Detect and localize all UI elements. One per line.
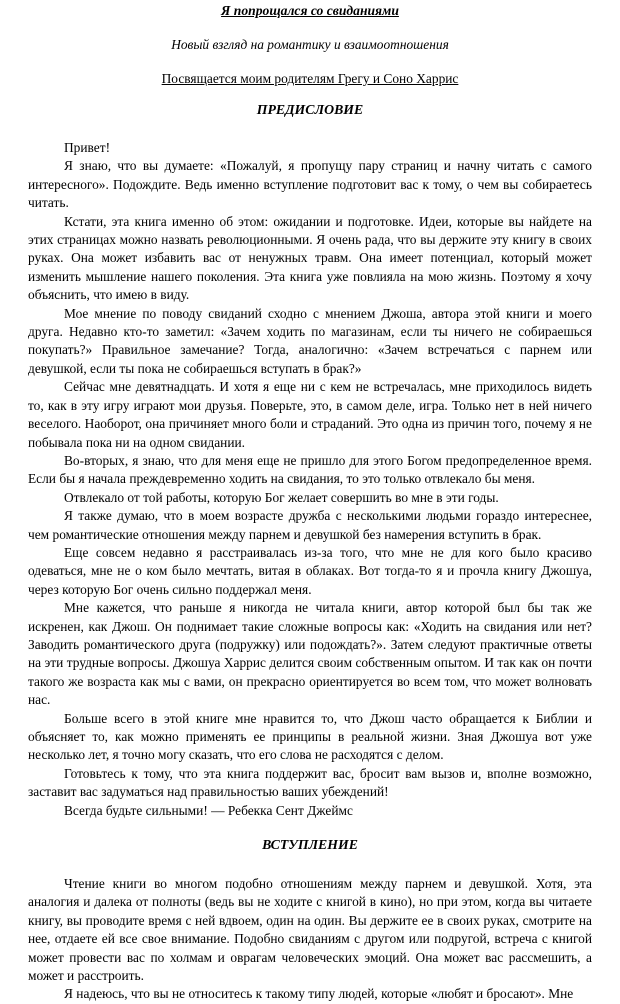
paragraph: Мне кажется, что раньше я никогда не читала книги, автор которой был бы так же искренен, как Джош. Он поднимает такие сложные вопросы как: «Ходить на свидания или нет? Заводить романтического друга (подружку) или подождать?». Затем следуют практичные ответы на эти трудные вопросы. Джошуа Харрис делится своим собственным опытом. И так как он почти такого же возраста как мы с вами, он прекрасно ориентируется во всем том, что может волновать нас. [28, 600, 592, 708]
introduction-body [28, 875, 592, 1004]
introduction-heading: ВСТУПЛЕНИЕ [262, 837, 358, 853]
paragraph: Мое мнение по поводу свиданий сходно с мнением Джоша, автора этой книги и моего друга. Недавно кто-то заметил: «Зачем ходить по магазинам, если ты ничего не собираешься покупать?» Правильное замечание? Тогда, аналогично: «Зачем встречаться с парнем или девушкой, если ты пока не собираешься вступать в брак?» [28, 305, 592, 376]
book-subtitle: Новый взгляд на романтику и взаимоотношения [171, 37, 449, 52]
paragraph: Чтение книги во многом подобно отношениям между парнем и девушкой. Хотя, эта аналогия и далека от полноты (ведь вы не ходите с книгой в кино), но при этом, когда вы читаете книгу, вы проводите время с ней вдвоем, один на один. Вы держите ее в своих руках, смотрите на нее, отдаете ей все свое внимание. Подобно свиданиям с другом или подругой, встреча с книгой может провести вас по холмам и оврагам человеческих эмоций. Она может вас рассмешить, а может и расстроить. [28, 876, 592, 984]
paragraph: Я также думаю, что в моем возрасте дружба с несколькими людьми гораздо интереснее, чем романтические отношения между парнем и девушкой без намерения вступить в брак. [28, 508, 592, 542]
paragraph: Сейчас мне девятнадцать. И хотя я еще ни с кем не встречалась, мне приходилось видеть то, как в эту игру играют мои друзья. Поверьте, это, в самом деле, игра. Только нет в ней ничего веселого. Наоборот, она причиняет много боли и страданий. Это одна из причин того, почему я не побывала пока ни на одном свидании. [28, 379, 592, 450]
paragraph: Больше всего в этой книге мне нравится то, что Джош часто обращается к Библии и объясняет то, как можно применять ее принципы в реальной жизни. Зная Джошуа вот уже несколько лет, я точно могу сказать, что его слова не расходятся с делом. [28, 710, 592, 763]
paragraph: Еще совсем недавно я расстраивалась из-за того, что мне не для кого было красиво одеваться, мне не о ком было мечтать, витая в облаках. Вот тогда-то я и прочла книгу Джошуа, через которую Бог очень сильно поддержал меня. [28, 544, 592, 597]
dedication: Посвящается моим родителям Грегу и Соно Харрис [161, 71, 459, 86]
paragraph: Отвлекало от той работы, которую Бог желает совершить во мне в эти годы. [64, 489, 499, 505]
book-title: Я попрощался со свиданиями [221, 3, 399, 18]
paragraph: Кстати, эта книга именно об этом: ожидании и подготовке. Идеи, которые вы найдете на этих страницах можно назвать революционными. Я очень рада, что вы держите эту книгу в своих руках. Она может избавить вас от ненужных травм. Она имеет потенциал, который может изменить мышление нашего поколения. Эта книга уже повлияла на мою жизнь. Поэтому я хочу объяснить, что имею в виду. [28, 213, 592, 303]
paragraph: Я надеюсь, что вы не относитесь к такому типу людей, которые «любят и бросают». Мне [64, 986, 574, 1002]
paragraph: Привет! [64, 140, 111, 155]
document-page [28, 0, 592, 1004]
signature-line: Всегда будьте сильными! — Ребекка Сент Джеймс [64, 802, 353, 818]
paragraph: Готовьтесь к тому, что эта книга поддержит вас, бросит вам вызов и, вполне возможно, заставит вас задуматься над правильностью ваших убеждений! [28, 765, 592, 800]
preface-body [28, 139, 592, 820]
paragraph: Я знаю, что вы думаете: «Пожалуй, я пропущу пару страниц и начну читать с самого интересного». Подождите. Ведь именно вступление подготовит вас к тому, о чем вы собираетесь читать. [28, 158, 592, 211]
preface-heading: ПРЕДИСЛОВИЕ [256, 102, 364, 117]
paragraph: Во-вторых, я знаю, что для меня еще не пришло для этого Богом предопределенное время. Если бы я начала преждевременно ходить на свидания, то это только отвлекало бы меня. [28, 452, 592, 487]
